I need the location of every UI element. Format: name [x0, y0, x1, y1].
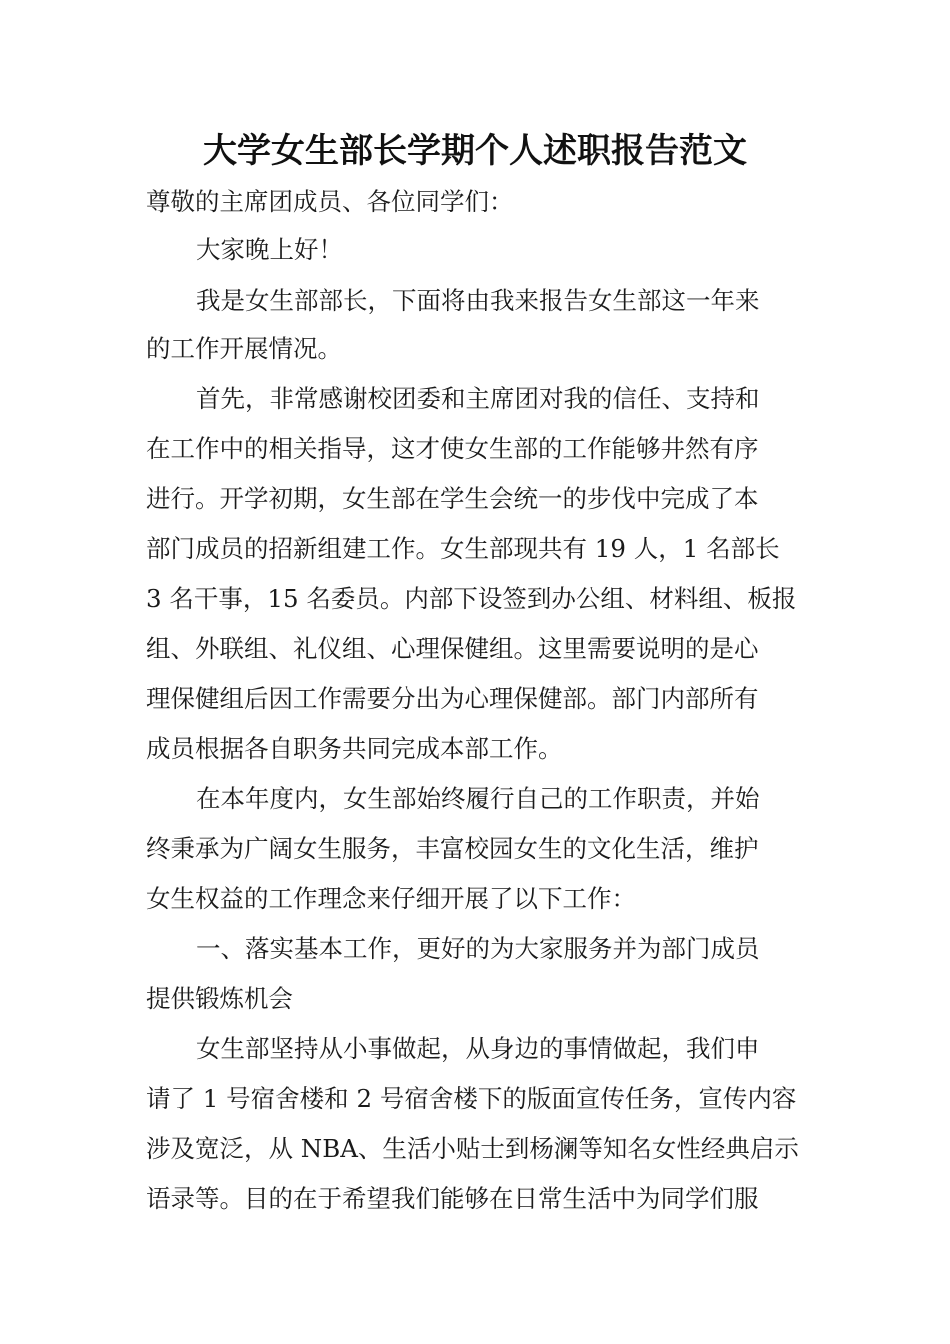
- paragraph-line: 首先，非常感谢校团委和主席团对我的信任、支持和: [196, 384, 760, 413]
- paragraph-line: 成员根据各自职务共同完成本部工作。: [146, 734, 563, 763]
- paragraph-line: 3 名干事，15 名委员。内部下设签到办公组、材料组、板报: [146, 584, 797, 613]
- paragraph-line: 部门成员的招新组建工作。女生部现共有 19 人，1 名部长: [146, 534, 780, 563]
- paragraph-line: 女生权益的工作理念来仔细开展了以下工作：: [146, 884, 636, 913]
- paragraph-line: 组、外联组、礼仪组、心理保健组。这里需要说明的是心: [146, 634, 759, 663]
- paragraph-line: 语录等。目的在于希望我们能够在日常生活中为同学们服: [146, 1184, 759, 1213]
- paragraph-line: 请了 1 号宿舍楼和 2 号宿舍楼下的版面宣传任务，宣传内容: [146, 1084, 797, 1113]
- paragraph-line: 理保健组后因工作需要分出为心理保健部。部门内部所有: [146, 684, 759, 713]
- paragraph-line: 进行。开学初期，女生部在学生会统一的步伐中完成了本: [146, 484, 759, 513]
- document-title: 大学女生部长学期个人述职报告范文: [203, 131, 747, 171]
- paragraph-line: 终秉承为广阔女生服务，丰富校园女生的文化生活，维护: [146, 834, 759, 863]
- section-heading-line: 提供锻炼机会: [146, 984, 293, 1013]
- salutation-line: 尊敬的主席团成员、各位同学们：: [146, 187, 514, 216]
- greeting-line: 大家晚上好！: [196, 235, 343, 264]
- paragraph-line: 我是女生部部长，下面将由我来报告女生部这一年来: [196, 286, 760, 315]
- paragraph-line: 的工作开展情况。: [146, 334, 342, 363]
- paragraph-line: 在工作中的相关指导，这才使女生部的工作能够井然有序: [146, 434, 759, 463]
- section-heading-line: 一、落实基本工作，更好的为大家服务并为部门成员: [196, 934, 760, 963]
- paragraph-line: 女生部坚持从小事做起，从身边的事情做起，我们申: [196, 1034, 760, 1063]
- paragraph-line: 在本年度内，女生部始终履行自己的工作职责，并始: [196, 784, 760, 813]
- paragraph-line: 涉及宽泛，从 NBA、生活小贴士到杨澜等知名女性经典启示: [146, 1134, 799, 1163]
